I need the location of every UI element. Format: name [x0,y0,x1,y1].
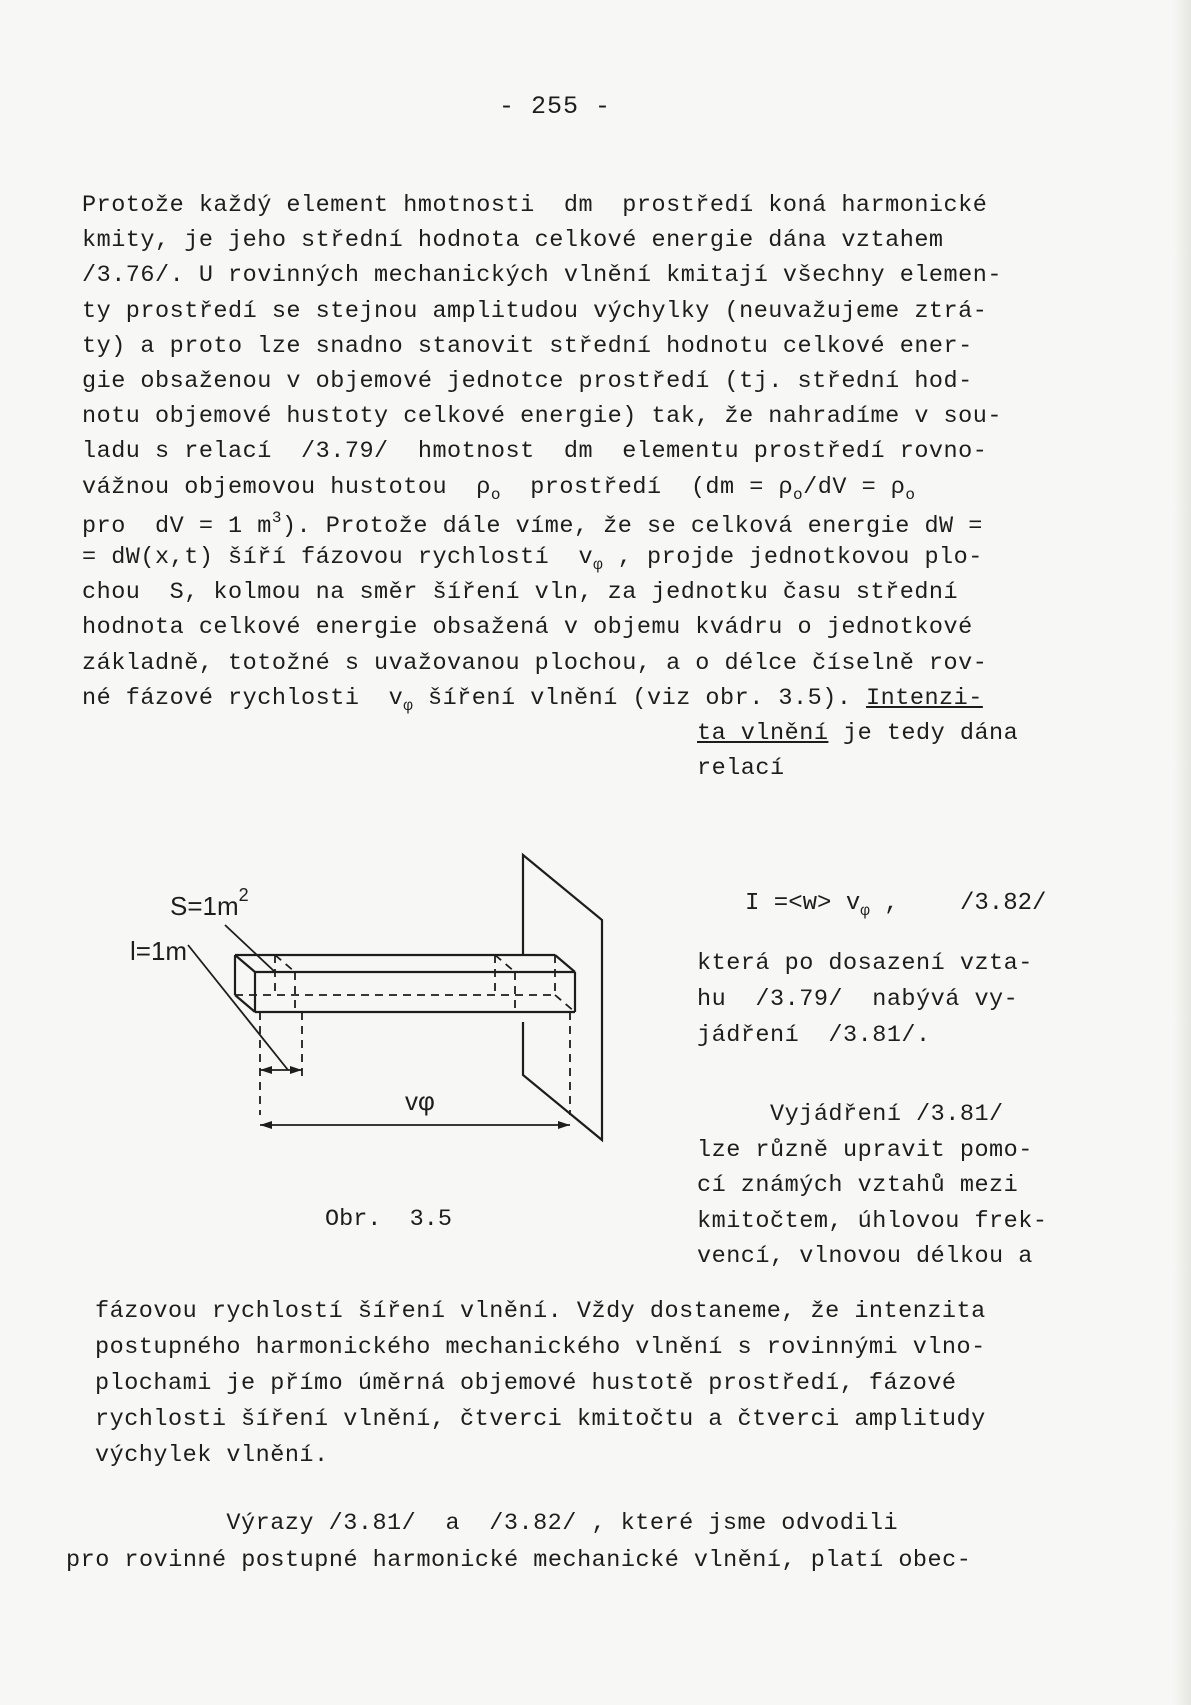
text-line: postupného harmonického mechanického vlnění s rovinnými vlno- [95,1334,986,1361]
text-line: pro rovinné postupné harmonické mechanické vlnění, platí obec- [66,1547,972,1574]
text-line: kmity, je jeho střední hodnota celkové energie dána vztahem [82,227,944,254]
text-line: lze různě upravit pomo- [697,1137,1033,1164]
text-line: vencí, vlnovou délkou a [697,1243,1033,1270]
text-line: Protože každý element hmotnosti dm prostředí koná harmonické [82,192,988,219]
text-line: hodnota celkové energie obsažená v objemu kvádru o jednotkové [82,614,973,641]
text-line: výchylek vlnění. [95,1442,329,1469]
page-edge-shadow [1173,0,1191,1705]
text-line: Vyjádření /3.81/ [697,1101,1004,1128]
text-line: notu objemové hustoty celkové energie) tak, že nahradíme v sou- [82,403,1002,430]
text-line-volume: pro dV = 1 $m^3$). Protože dále víme, že se celková energie dW = [82,509,983,540]
text-line-phase-velocity: = dW(x,t) šíří fázovou rychlostí $v_\varphi$ , projde jednotkovou plo- [82,544,983,574]
figure-3-5-box-diagram [130,845,650,1165]
text-line: cí známých vztahů mezi [697,1172,1019,1199]
text-line: základně, totožné s uvažovanou plochou, a o délce číselně rov- [82,650,988,677]
figure-caption: Obr. 3.5 [325,1206,452,1233]
text-line: která po dosazení vzta- [697,950,1033,977]
velocity-label: vφ [405,1086,435,1116]
text-line-density: vážnou objemovou hustotou $\rho_o$ prostředí ($dm = \rho_o/dV = \rho_o$ [82,474,916,504]
text-line-intensity: né fázové rychlosti $v_\varphi$ šíření vlnění (viz obr. 3.5). Intenzi- [82,685,983,715]
text-line: Výrazy /3.81/ a /3.82/ , které jsme odvodili [95,1510,899,1537]
equation-3-82: $I =<w> v_\varphi$ , [745,890,899,920]
text-line-intensity-def: ta vlnění je tedy dána [697,720,1019,747]
page-number: - 255 - [498,92,612,121]
text-line: kmitočtem, úhlovou frek- [697,1208,1048,1235]
text-line: fázovou rychlostí šíření vlnění. Vždy dostaneme, že intenzita [95,1298,986,1325]
text-line: rychlosti šíření vlnění, čtverci kmitočtu a čtverci amplitudy [95,1406,986,1433]
text-line: chou S, kolmou na směr šíření vln, za jednotku času střední [82,579,959,606]
text-line: hu /3.79/ nabývá vy- [697,986,1019,1013]
text-line: plochami je přímo úměrná objemové hustotě prostředí, fázové [95,1370,957,1397]
length-label: l=1m [130,936,188,966]
text-line: /3.76/. U rovinných mechanických vlnění kmitají všechny elemen- [82,262,1002,289]
equation-number: /3.82/ [960,890,1047,917]
text-line: ty prostředí se stejnou amplitudou výchylky (neuvažujeme ztrá- [82,298,988,325]
area-label: $S=1m^2$ [170,885,249,921]
text-line: ty) a proto lze snadno stanovit střední hodnotu celkové ener- [82,333,973,360]
text-line: relací [697,755,785,782]
text-line: ladu s relací /3.79/ hmotnost dm elementu prostředí rovno- [82,438,988,465]
text-line: gie obsaženou v objemové jednotce prostředí (tj. střední hod- [82,368,973,395]
text-line: jádření /3.81/. [697,1022,931,1049]
